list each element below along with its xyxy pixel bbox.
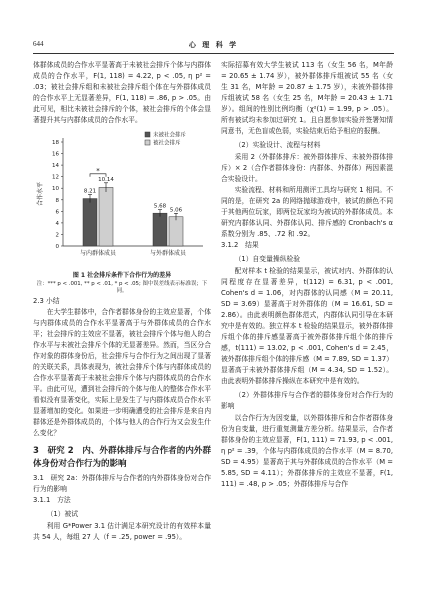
figure-1	[33, 128, 211, 270]
x-tick-label: 与外群体成员	[149, 250, 187, 257]
figure-caption: 图 1 社会排斥条件下合作行为的差异	[72, 272, 172, 279]
section-3-1-1-heading: 3.1.1 方法	[33, 496, 71, 505]
legend-label: 被社会排斥	[153, 140, 181, 147]
bar-chart	[33, 128, 211, 270]
subheading-manipulation-check: （1）自变量操纵检验	[234, 255, 301, 263]
left-paragraph-3: 利用 G*Power 3.1 估计满足本研究设计的有效样本量共 54 人，每组 27 人（f = .25, power = .95）。	[33, 522, 211, 542]
data-label: 10.14	[98, 176, 114, 183]
y-tick-label: 10	[52, 186, 59, 193]
legend-swatch	[145, 140, 150, 145]
data-label: 8.21	[83, 188, 97, 195]
y-axis-label: 合作水平	[37, 181, 44, 207]
right-paragraph-2: 采用 2（外群体排斥：被外群体排斥、未被外群体排斥）× 2（合作者群体身份：内群体、外群体）两因素混合实验设计。	[221, 153, 393, 183]
subheading-effects: （2）外群体排斥与合作者的群体身份对合作行为的影响	[221, 391, 393, 410]
section-3-1-2-heading: 3.1.2 结果	[221, 241, 259, 249]
section-3-heading: 3 研究 2 内、外群体排斥与合作者的内外群体身份对合作行为的影响	[33, 445, 211, 469]
subheading-participants: （1）被试	[46, 510, 79, 519]
y-tick-label: 12	[52, 174, 59, 181]
x-tick-label: 与内群体成员	[79, 250, 117, 257]
y-tick-label: 6	[55, 209, 59, 216]
section-3-1-heading: 3.1 研究 2a：外群体排斥与合作者的内外群体身份对合作行为的影响	[33, 474, 211, 494]
bar	[169, 217, 183, 246]
left-column	[33, 60, 211, 543]
header-rule	[33, 53, 394, 54]
y-tick-label: 18	[52, 140, 59, 146]
significance-star: *	[96, 166, 100, 175]
section-2-3-heading: 2.3 小结	[33, 296, 60, 305]
page-number: 644	[33, 40, 44, 48]
bar	[99, 187, 113, 246]
subheading-design: （2）实验设计、流程与材料	[234, 141, 321, 149]
y-tick-label: 16	[52, 151, 59, 158]
left-paragraph-1: 体群体成员的合作水平显著高于未被社会排斥个体与内群体成员的合作水平，F(1, 118) = 4.22, p < .05, η p² = .03；被社会排斥组和未被社会排斥组个体在与外群体成员的合作水平上无显著差异，F(1, 118) = .86, p > .05。由此可见，相比未被社会排斥的个体，被社会排斥的个体会显著提升其与内群体成员的合作水平。	[33, 61, 211, 124]
right-paragraph-3: 实验流程、材料和所用测评工具均与研究 1 相同。不同的是，在研究 2a 的网络抛球游戏中，被试的颜色不同于其他两位玩家，即两位玩家均为被试的外群体成员。本研究内群体认同、外群体认同、排斥感的 Cronbach's α 系数分别为 .85、.72 和 .92。	[221, 186, 393, 238]
y-tick-label: 0	[55, 244, 59, 250]
bar	[83, 199, 97, 246]
y-tick-label: 2	[55, 232, 59, 239]
y-tick-label: 14	[52, 163, 59, 170]
right-paragraph-5: 以合作行为为因变量，以外群体排斥和合作者群体身份为自变量，进行重复测量方差分析。结果显示，合作者群体身份的主效应显著，F(1, 111) = 71.93, p < .001, η p² = .39，个体与内群体成员的合作水平（M = 8.70, SD = 4.95）显著高于其与外群体成员的合作水平（M = 5.85, SD = 4.11）；外群体排斥的主效应不显著，F(1, 111) = .48, p > .05；外群体排斥与合作	[221, 414, 393, 488]
y-tick-label: 4	[55, 220, 59, 227]
right-paragraph-1: 实际招募有效大学生被试 113 名（女生 56 名，M年龄 = 20.65 ± 1.74 岁），被外群体排斥组被试 55 名（女生 31 名，M年龄 = 20.87 ± 1.75 岁），未被外群体排斥组被试 58 名（女生 25 名，M年龄 = 20.43 ± 1.71 岁）。组间的性别比例均衡（χ²(1) = 1.99, p > .05）。所有被试均未参加过研究 1。且自愿参加实验并签署知情同意书，无色盲或色弱，实验结束后给予相应的报酬。	[221, 61, 393, 135]
running-header	[33, 40, 394, 52]
legend-swatch	[145, 132, 150, 137]
legend-label: 未被社会排斥	[153, 132, 187, 139]
right-column	[221, 60, 393, 490]
bar	[153, 213, 167, 246]
data-label: 5.06	[169, 207, 183, 214]
left-paragraph-2: 在大学生群体中，合作者群体身份的主效应显著，个体与内群体成员的合作水平显著高于与外群体成员的合作水平；社会排斥的主效应不显著，被社会排斥个体与他人的合作水平与未被社会排斥个体的无显著差异。然而，当区分合作对象的群体身份后，社会排斥与合作行为之间出现了显著的关联关系，具体表现为，被社会排斥个体与内群体成员的合作水平显著高于未被社会排斥个体与内群体成员的合作水平。由此可见，遭到社会排斥的个体与他人的整体合作水平看似没有显著变化，实际上是发生了与内群体成员合作水平显著增加的变化。如果进一步明确遭受的社会排斥是来自内群体还是外群体成员的，个体与他人的合作行为又会发生什么变化？	[33, 307, 211, 437]
journal-title: 心 理 科 学	[188, 41, 239, 49]
data-label: 5.68	[153, 203, 167, 210]
figure-note: 注：*** p < .001, ** p < .01, * p < .05; 图中误差线表示标准误；下同。	[36, 280, 208, 294]
y-tick-label: 8	[55, 197, 59, 204]
right-paragraph-4: 配对样本 t 检验的结果显示，被试对内、外群体的认同程度存在显著差异，t(112) = 6.31, p < .001, Cohen's d = 1.06，对内群体的认同感（M = 20.11, SD = 3.69）显著高于对外群体的（M = 16.61, SD = 2.86）。由此表明颜色群体范式，内群体认同引导在本研究中是有效的。独立样本 t 检验的结果显示，被外群体排斥组个体的排斥感显著高于被外群体排斥组个体的排斥感，t(111) = 13.02, p < .001, Cohen's d = 2.45，被外群体排斥组个体的排斥感（M = 7.89, SD = 1.37）显著高于未被外群体排斥组（M = 4.34, SD = 1.52）。由此表明外群体排斥操纵在本研究中是有效的。	[221, 267, 393, 385]
